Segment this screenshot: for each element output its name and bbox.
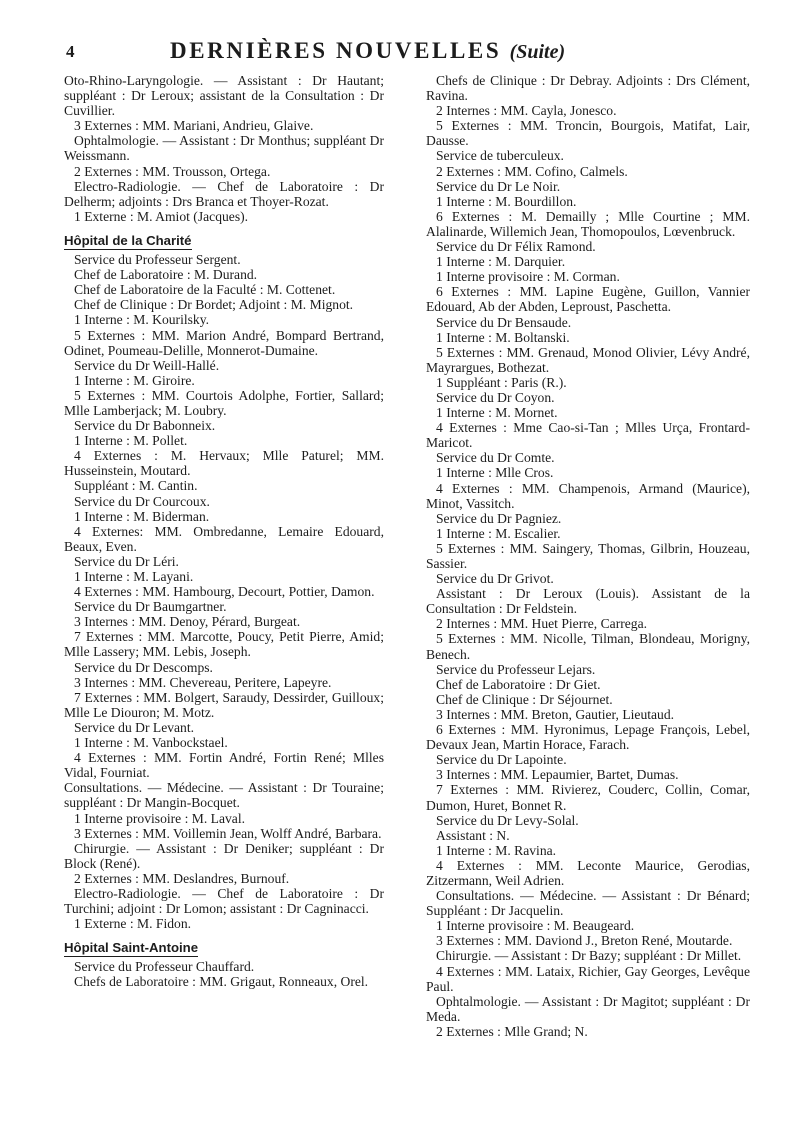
paragraph: 1 Interne : M. Kourilsky. — [74, 312, 210, 328]
paragraph: Service du Dr Pagniez. — [436, 510, 562, 526]
paragraph: 6 Externes : MM. Lapine Eugène, Guillon, Vannier Edouard, Ab der Abden, Leproust, Paschetta. — [426, 284, 750, 315]
paragraph: 6 Externes : MM. Hyronimus, Lepage François, Lebel, Devaux Jean, Martin Horace, Farach. — [426, 722, 750, 753]
paragraph: 4 Externes : MM. Champenois, Armand (Maurice), Minot, Vassitch. — [426, 480, 750, 511]
paragraph: 5 Externes : MM. Courtois Adolphe, Fortier, Sallard; Mlle Lamberjack; M. Loubry. — [64, 387, 384, 418]
paragraph: 1 Interne : M. Ravina. — [436, 842, 557, 858]
paragraph: 4 Externes : MM. Lataix, Richier, Gay Georges, Levêque Paul. — [426, 963, 750, 994]
paragraph: Service du Dr Levy-Solal. — [436, 812, 579, 828]
paragraph: Service du Dr Grivot. — [436, 571, 554, 587]
paragraph: Chef de Laboratoire : Dr Giet. — [436, 676, 601, 692]
paragraph: Assistant : Dr Leroux (Louis). Assistant de la Consultation : Dr Feldstein. — [426, 586, 750, 617]
paragraph: 1 Interne : M. Mornet. — [436, 405, 558, 421]
paragraph: 1 Interne : M. Biderman. — [74, 508, 210, 524]
paragraph: Oto-Rhino-Laryngologie. — Assistant : Dr Hautant; suppléant : Dr Leroux; assistant de la Consultation : Dr Cuvillier. — [64, 73, 384, 119]
paragraph: 3 Internes : MM. Denoy, Pérard, Burgeat. — [74, 614, 301, 630]
paragraph: Service du Dr Bensaude. — [436, 314, 572, 330]
paragraph: Service du Dr Courcoux. — [74, 493, 210, 509]
paragraph: 2 Externes : MM. Trousson, Ortega. — [74, 163, 271, 179]
paragraph: Service du Dr Babonneix. — [74, 418, 216, 434]
paragraph: 4 Externes : Mme Cao-si-Tan ; Mlles Urça, Frontard-Maricot. — [426, 420, 750, 451]
paragraph: Service du Dr Baumgartner. — [74, 599, 227, 615]
paragraph: Assistant : N. — [436, 827, 510, 843]
paragraph: 1 Interne : M. Escalier. — [436, 525, 561, 541]
hospital-heading-text: Hôpital Saint-Antoine — [64, 940, 199, 956]
paragraph: 4 Externes : MM. Fortin André, Fortin René; Mlles Vidal, Fourniat. — [64, 750, 384, 781]
paragraph: 7 Externes : MM. Rivierez, Couderc, Collin, Comar, Dumon, Huret, Bonnet R. — [426, 782, 750, 813]
paragraph: 1 Interne : Mlle Cros. — [436, 465, 554, 481]
paragraph: 2 Internes : MM. Cayla, Jonesco. — [436, 103, 617, 119]
paragraph: Consultations. — Médecine. — Assistant : Dr Bénard; Suppléant : Dr Jacquelin. — [426, 888, 750, 919]
paragraph: 1 Interne : M. Darquier. — [436, 254, 566, 270]
hospital-heading — [64, 233, 384, 248]
paragraph: 5 Externes : MM. Troncin, Bourgois, Matifat, Lair, Dausse. — [426, 118, 750, 149]
paragraph: 1 Interne : M. Pollet. — [74, 433, 188, 449]
paragraph: Suppléant : M. Cantin. — [74, 478, 198, 494]
paragraph: 3 Externes : MM. Mariani, Andrieu, Glaive. — [74, 118, 314, 134]
paragraph: 1 Interne provisoire : M. Corman. — [436, 269, 620, 285]
paragraph: 1 Interne : M. Vanbockstael. — [74, 735, 228, 751]
paragraph: Chirurgie. — Assistant : Dr Deniker; suppléant : Dr Block (René). — [64, 840, 384, 871]
paragraph: Electro-Radiologie. — Chef de Laboratoire : Dr Delherm; adjoints : Drs Branca et Thoyer-Rozat. — [64, 178, 384, 209]
paragraph: Service du Dr Léri. — [74, 553, 179, 569]
paragraph: Service du Dr Comte. — [436, 450, 555, 466]
paragraph: 5 Externes : MM. Nicolle, Tilman, Blondeau, Morigny, Benech. — [426, 631, 750, 662]
paragraph: 2 Internes : MM. Huet Pierre, Carrega. — [436, 616, 648, 632]
paragraph: Service du Dr Le Noir. — [436, 178, 561, 194]
paragraph: Chef de Laboratoire de la Faculté : M. Cottenet. — [74, 282, 336, 298]
title-main: DERNIÈRES NOUVELLES — [170, 38, 502, 63]
paragraph: Ophtalmologie. — Assistant : Dr Magitot; suppléant : Dr Meda. — [426, 993, 750, 1024]
paragraph: Service du Dr Félix Ramond. — [436, 239, 596, 255]
paragraph: 2 Externes : MM. Cofino, Calmels. — [436, 163, 628, 179]
paragraph: Service du Dr Coyon. — [436, 389, 555, 405]
paragraph: 4 Externes : MM. Leconte Maurice, Gerodias, Zitzermann, Weil Adrien. — [426, 857, 750, 888]
page-header — [0, 36, 800, 72]
paragraph: 6 Externes : M. Demailly ; Mlle Courtine ; MM. Alalinarde, Willemich Jean, Thomopoulos, Lœvenbruck. — [426, 208, 750, 239]
paragraph: 5 Externes : MM. Saingery, Thomas, Gilbrin, Houzeau, Sassier. — [426, 540, 750, 571]
paragraph: 2 Externes : Mlle Grand; N. — [436, 1023, 588, 1039]
hospital-heading — [64, 940, 384, 955]
paragraph: Ophtalmologie. — Assistant : Dr Monthus; suppléant Dr Weissmann. — [64, 133, 384, 164]
paragraph: 4 Externes : MM. Hambourg, Decourt, Pottier, Damon. — [74, 584, 375, 600]
paragraph: 1 Interne : M. Giroire. — [74, 372, 195, 388]
paragraph: Service du Dr Weill-Hallé. — [74, 357, 220, 373]
paragraph: 3 Externes : MM. Voillemin Jean, Wolff André, Barbara. — [74, 825, 382, 841]
title-suffix: (Suite) — [509, 41, 566, 63]
paragraph: 2 Externes : MM. Deslandres, Burnouf. — [74, 870, 290, 886]
paragraph: Service du Dr Lapointe. — [436, 752, 567, 768]
left-column — [64, 73, 384, 990]
paragraph: Consultations. — Médecine. — Assistant : Dr Touraine; suppléant : Dr Mangin-Bocquet. — [64, 780, 384, 811]
paragraph: 7 Externes : MM. Bolgert, Saraudy, Dessirder, Guilloux; Mlle Le Diouron; M. Motz. — [64, 689, 384, 720]
paragraph: 1 Suppléant : Paris (R.). — [436, 374, 567, 390]
paragraph: 1 Externe : M. Fidon. — [74, 916, 192, 932]
paragraph: Chefs de Clinique : Dr Debray. Adjoints : Drs Clément, Ravina. — [426, 73, 750, 104]
paragraph: 1 Interne : M. Layani. — [74, 569, 194, 584]
paragraph: 1 Interne : M. Bourdillon. — [436, 193, 577, 209]
paragraph: 3 Externes : MM. Daviond J., Breton René, Moutarde. — [436, 933, 733, 949]
paragraph: Service du Dr Descomps. — [74, 659, 213, 675]
paragraph: 1 Externe : M. Amiot (Jacques). — [74, 208, 249, 224]
paragraph: 4 Externes: MM. Ombredanne, Lemaire Edouard, Beaux, Even. — [64, 523, 384, 554]
paragraph: Chef de Laboratoire : M. Durand. — [74, 267, 258, 283]
paragraph: 1 Interne provisoire : M. Beaugeard. — [436, 918, 635, 934]
paragraph: Chef de Clinique : Dr Séjournet. — [436, 691, 613, 707]
paragraph: Service du Professeur Chauffard. — [74, 959, 255, 975]
paragraph: 7 Externes : MM. Marcotte, Poucy, Petit Pierre, Amid; Mlle Lassery; MM. Lebis, Joseph. — [64, 629, 384, 660]
page-number: 4 — [66, 42, 75, 61]
paragraph: Service du Dr Levant. — [74, 719, 195, 735]
paragraph: Service du Professeur Sergent. — [74, 252, 241, 268]
paragraph: Service du Professeur Lejars. — [436, 661, 596, 677]
right-column — [426, 73, 750, 1039]
paragraph: Chefs de Laboratoire : MM. Grigaut, Ronneaux, Orel. — [74, 974, 369, 990]
paragraph: Chef de Clinique : Dr Bordet; Adjoint : M. Mignot. — [74, 297, 354, 313]
paragraph: 1 Interne : M. Boltanski. — [436, 329, 570, 345]
paragraph: 3 Internes : MM. Chevereau, Peritere, Lapeyre. — [74, 674, 332, 690]
paragraph: 4 Externes : M. Hervaux; Mlle Paturel; MM. Husseinstein, Moutard. — [64, 448, 384, 479]
paragraph: 5 Externes : MM. Marion André, Bompard Bertrand, Odinet, Poumeau-Delille, Monnerot-Dumaine. — [64, 327, 384, 358]
hospital-heading-text: Hôpital de la Charité — [64, 232, 192, 248]
page-title — [170, 38, 565, 64]
paragraph: 1 Interne provisoire : M. Laval. — [74, 810, 246, 826]
paragraph: Chirurgie. — Assistant : Dr Bazy; suppléant : Dr Millet. — [436, 948, 742, 964]
paragraph: Electro-Radiologie. — Chef de Laboratoire : Dr Turchini; adjoint : Dr Lomon; assistant : Dr Cagninacci. — [64, 885, 384, 917]
paragraph: Service de tuberculeux. — [436, 148, 564, 164]
paragraph: 5 Externes : MM. Grenaud, Monod Olivier, Lévy André, Mayrargues, Bothezat. — [426, 344, 750, 375]
paragraph: 3 Internes : MM. Lepaumier, Bartet, Dumas. — [436, 767, 679, 783]
paragraph: 3 Internes : MM. Breton, Gautier, Lieutaud. — [436, 706, 675, 722]
